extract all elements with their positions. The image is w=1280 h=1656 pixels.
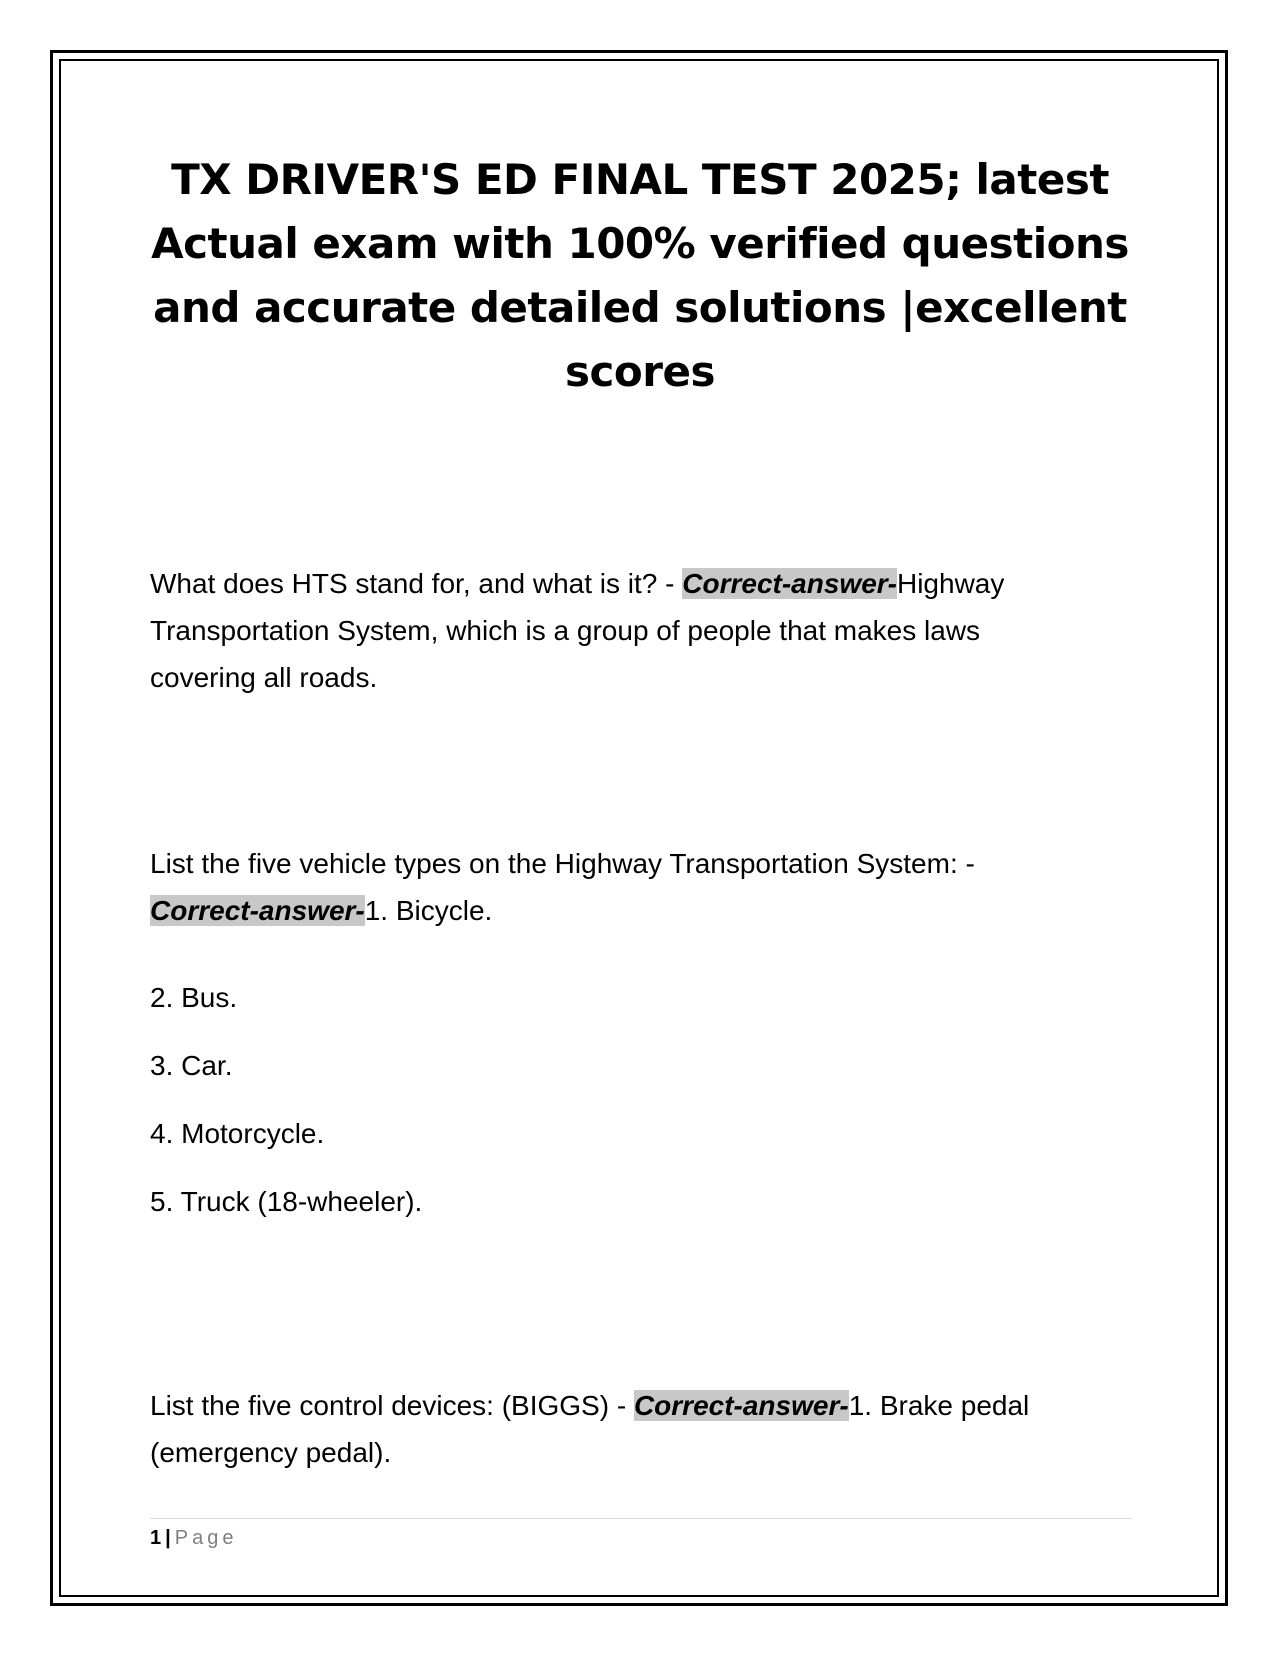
correct-answer-marker: Correct-answer- [150,895,365,926]
question-1 [150,560,1090,701]
question-2-text: List the five vehicle types on the Highway Transportation System: - [150,848,975,879]
page-label: Page [174,1527,238,1549]
answer-1-text: Highway Transportation System, which is a group of people that makes laws covering all roads. [150,568,1005,693]
question-3 [150,1382,1090,1476]
document-title: TX DRIVER'S ED FINAL TEST 2025; latest Actual exam with 100% verified questions and accurate detailed solutions |excellent scores [151,155,1129,396]
list-item: 5. Truck (18-wheeler). [150,1186,423,1217]
correct-answer-marker: Correct-answer- [682,568,897,599]
question-3-text: List the five control devices: (BIGGS) - [150,1390,634,1421]
page-footer [150,1524,237,1552]
footer-divider [150,1518,1132,1519]
answer-3-text: 1. Brake pedal (emergency pedal). [150,1390,1030,1468]
page-number: 1 [150,1527,162,1549]
question-2 [150,840,1090,934]
question-1-text: What does HTS stand for, and what is it? - [150,568,683,599]
correct-answer-marker: Correct-answer- [633,1390,849,1421]
list-item: 4. Motorcycle. [150,1118,325,1149]
list-item: 3. Car. [150,1050,233,1081]
list-item: 2. Bus. [150,982,238,1013]
footer-separator: | [165,1527,171,1549]
answer-2-text: 1. Bicycle. [364,895,493,926]
